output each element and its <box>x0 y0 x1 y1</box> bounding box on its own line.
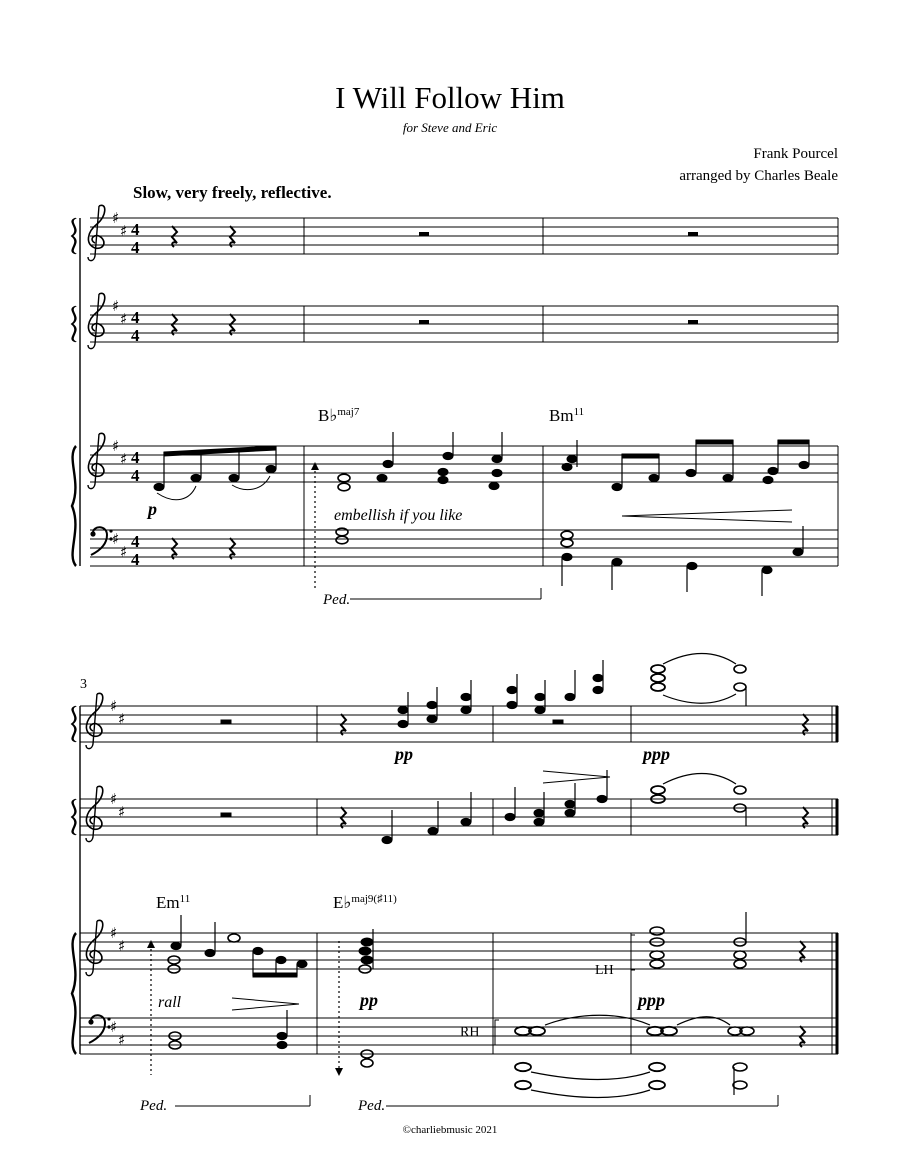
dynamic-marking: pp <box>360 990 378 1010</box>
brace-4 <box>72 706 76 742</box>
svg-text:♯: ♯ <box>110 1018 118 1036</box>
svg-text:♯: ♯ <box>110 697 118 715</box>
staff-2 <box>90 306 838 342</box>
pedal-lines-2 <box>175 1095 778 1106</box>
svg-text:4: 4 <box>131 326 140 345</box>
staff-8 <box>80 1018 838 1054</box>
pedal-marking: Ped. <box>140 1098 168 1114</box>
tempo-marking: Slow, very freely, reflective. <box>133 183 332 202</box>
staff-4 <box>90 530 838 566</box>
svg-text:♯: ♯ <box>118 803 126 821</box>
svg-text:♯: ♯ <box>112 437 120 455</box>
dynamic-marking: p <box>148 499 157 519</box>
svg-text:♯: ♯ <box>120 222 128 240</box>
staff-5 <box>80 706 838 742</box>
bass-clef-icon <box>90 527 112 555</box>
svg-text:4: 4 <box>131 466 140 485</box>
score-title: I Will Follow Him <box>335 80 565 115</box>
svg-text:♯: ♯ <box>112 297 120 315</box>
brace-3 <box>72 446 76 566</box>
treble-clef-icon <box>88 433 105 488</box>
dedication: for Steve and Eric <box>402 120 498 135</box>
svg-text:♯: ♯ <box>118 710 126 728</box>
svg-text:♯: ♯ <box>112 209 120 227</box>
copyright-notice: ©charliebmusic 2021 <box>402 1124 498 1136</box>
expression-text: embellish if you like <box>334 507 463 524</box>
svg-text:4: 4 <box>131 220 140 239</box>
staff-6 <box>80 799 838 835</box>
composer-credit: Frank Pourcel <box>753 146 838 162</box>
treble-clef-icon <box>86 786 103 841</box>
notes-system-2 <box>168 654 808 1098</box>
svg-text:♯: ♯ <box>120 543 128 561</box>
arranger-credit: arranged by Charles Beale <box>679 168 838 184</box>
rall-marking: rall <box>158 994 182 1011</box>
bass-clef-icon <box>88 1015 110 1043</box>
measure-number: 3 <box>80 677 87 692</box>
brace-5 <box>72 799 76 835</box>
staff-1 <box>90 218 838 254</box>
arpeggio-arrow <box>311 462 319 470</box>
chord-symbol: E♭$^{maj9(♯11)}$ <box>333 893 397 912</box>
rh-label: RH <box>460 1025 480 1040</box>
treble-clef-icon <box>86 693 103 748</box>
dynamic-marking: pp <box>395 744 413 764</box>
dynamic-marking: ppp <box>643 744 670 764</box>
svg-text:♯: ♯ <box>118 937 126 955</box>
svg-text:4: 4 <box>131 308 140 327</box>
svg-text:♯: ♯ <box>110 790 118 808</box>
treble-clef-icon <box>88 205 105 260</box>
pedal-marking: Ped. <box>358 1098 386 1114</box>
pedal-marking: Ped. <box>323 592 351 608</box>
svg-text:♯: ♯ <box>120 310 128 328</box>
svg-text:♯: ♯ <box>120 450 128 468</box>
svg-text:4: 4 <box>131 238 140 257</box>
chord-symbol: B♭$^{maj7}$ <box>318 406 360 425</box>
svg-text:♯: ♯ <box>118 1031 126 1049</box>
svg-text:♯: ♯ <box>110 924 118 942</box>
brace-6 <box>72 933 76 1054</box>
notes-system-1 <box>154 432 809 596</box>
treble-clef-icon <box>86 920 103 975</box>
treble-clef-icon <box>88 293 105 348</box>
svg-text:4: 4 <box>131 550 140 569</box>
lh-label: LH <box>595 963 614 978</box>
staff-7 <box>80 933 838 969</box>
chord-symbol: Em$^{11}$ <box>156 893 191 912</box>
brace-1 <box>72 218 76 254</box>
svg-text:4: 4 <box>131 532 140 551</box>
svg-text:♯: ♯ <box>112 530 120 548</box>
key-signatures <box>112 209 127 561</box>
brace-2 <box>72 306 76 342</box>
crescendo-hairpin <box>622 510 792 522</box>
dynamic-marking: ppp <box>638 990 665 1010</box>
chord-symbol: Bm$^{11}$ <box>549 406 585 425</box>
svg-text:4: 4 <box>131 448 140 467</box>
key-signatures-2 <box>110 697 125 1049</box>
time-signatures <box>131 220 140 569</box>
